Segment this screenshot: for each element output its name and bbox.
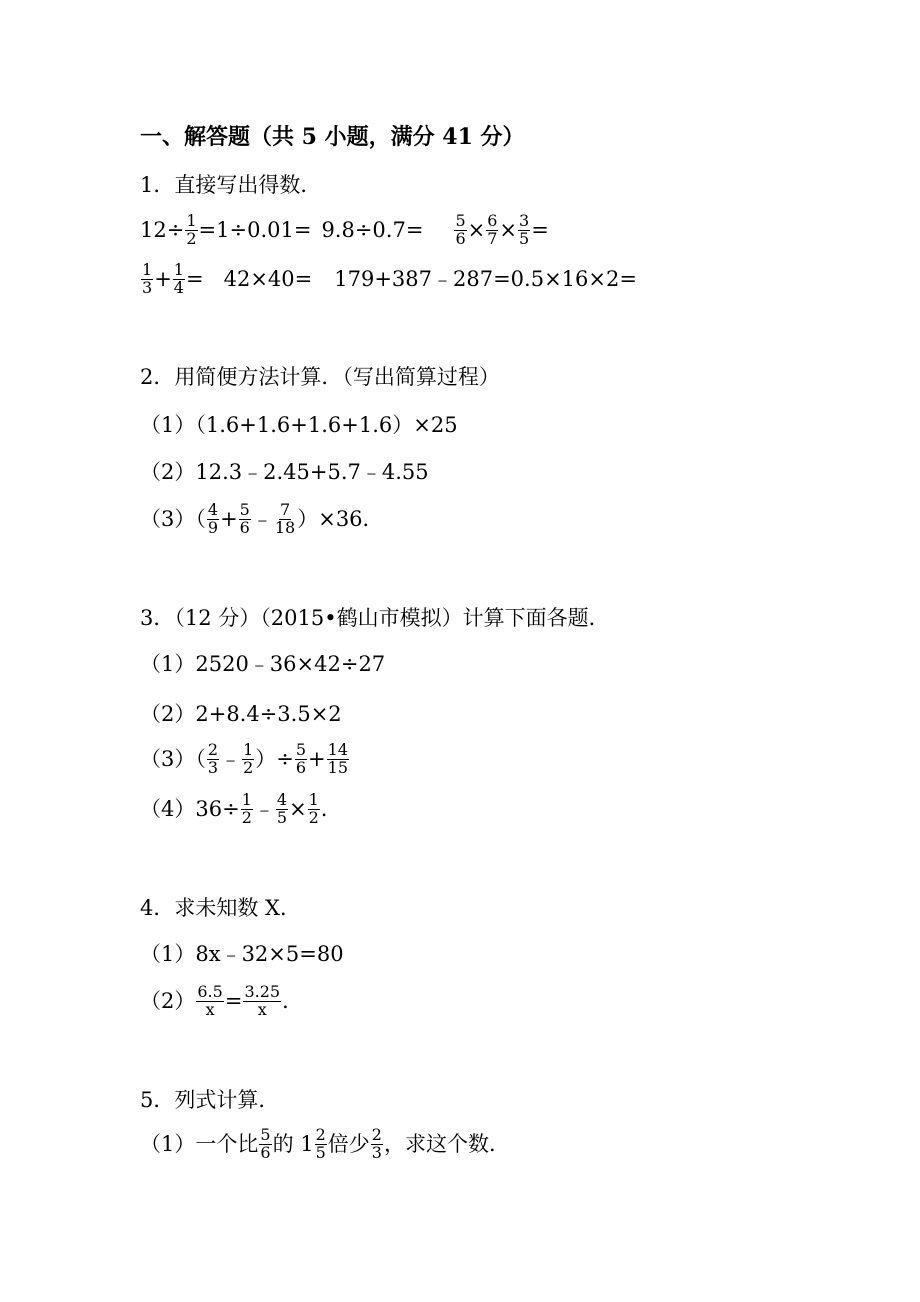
q2-item3-pre: （3）（ bbox=[140, 506, 206, 531]
fraction: $\frac{3}{5}$ bbox=[519, 211, 530, 248]
times-sign: × bbox=[499, 217, 518, 242]
minus-sign: ﹣ bbox=[251, 506, 273, 531]
q1-r2-c: 179+387﹣287=0.5×16×2= bbox=[334, 266, 637, 291]
q3-title: 3．（12 分）（2015•鹤山市模拟）计算下面各题． bbox=[140, 606, 610, 630]
fraction: $\frac{1}{2}$ bbox=[308, 790, 319, 827]
q5-item1 bbox=[140, 1127, 510, 1162]
q1-row2 bbox=[140, 262, 637, 297]
plus-sign: + bbox=[308, 746, 326, 771]
equals-sign: = bbox=[224, 988, 243, 1013]
fraction: $\frac{1}{4}$ bbox=[173, 260, 184, 297]
q5-item1-mid1: 的 1 bbox=[272, 1131, 314, 1156]
q3-item4 bbox=[140, 792, 342, 827]
q3-item4-post: ． bbox=[320, 796, 342, 821]
fraction: $\frac{3.25}{x}$ bbox=[244, 982, 281, 1019]
times-sign: × bbox=[289, 796, 307, 821]
q2-item2: （2）12.3﹣2.45+5.7﹣4.55 bbox=[140, 460, 429, 484]
q1-r1-a-post: = bbox=[198, 217, 217, 242]
fraction: $\frac{1}{2}$ bbox=[186, 211, 197, 248]
q1-r1-b: 1÷0.01= bbox=[216, 217, 312, 242]
q1-title: 1．直接写出得数． bbox=[140, 173, 322, 197]
fraction: $\frac{2}{3}$ bbox=[207, 740, 219, 777]
q5-item1-post: ，求这个数． bbox=[383, 1131, 510, 1156]
equals-sign: = bbox=[185, 266, 204, 291]
q3-item3 bbox=[140, 742, 350, 777]
fraction: $\frac{1}{2}$ bbox=[243, 740, 254, 777]
fraction: $\frac{2}{3}$ bbox=[371, 1125, 382, 1162]
plus-sign: + bbox=[220, 506, 238, 531]
q4-item2 bbox=[140, 984, 303, 1019]
q3-item3-mid: ）÷ bbox=[255, 746, 294, 771]
fraction: $\frac{1}{2}$ bbox=[241, 790, 252, 827]
plus-sign: + bbox=[154, 266, 172, 291]
q1-r2-b: 42×40= bbox=[223, 266, 313, 291]
section-heading: 一、解答题（共 5 小题，满分 41 分） bbox=[140, 124, 525, 150]
q4-title: 4．求未知数 X． bbox=[140, 896, 301, 920]
fraction: $\frac{5}{6}$ bbox=[239, 500, 250, 537]
fraction: $\frac{6}{7}$ bbox=[487, 211, 498, 248]
fraction: $\frac{2}{5}$ bbox=[315, 1125, 326, 1162]
q4-item2-pre: （2） bbox=[140, 988, 196, 1013]
q1-r1-c: 9.8÷0.7= bbox=[321, 217, 424, 242]
fraction: $\frac{7}{18}$ bbox=[274, 500, 296, 537]
fraction: $\frac{1}{3}$ bbox=[142, 260, 153, 297]
q2-item3-post: ）×36． bbox=[297, 506, 384, 531]
q3-item2: （2）2+8.4÷3.5×2 bbox=[140, 702, 342, 726]
equals-sign: = bbox=[531, 217, 549, 242]
q3-item3-pre: （3）（ bbox=[140, 746, 206, 771]
q5-item1-pre: （1）一个比 bbox=[140, 1131, 259, 1156]
q3-item4-pre: （4）36÷ bbox=[140, 796, 240, 821]
q4-item2-post: ． bbox=[282, 988, 304, 1013]
fraction: $\frac{14}{15}$ bbox=[327, 740, 349, 777]
minus-sign: ﹣ bbox=[220, 746, 242, 771]
fraction: $\frac{4}{9}$ bbox=[207, 500, 219, 537]
times-sign: × bbox=[467, 217, 486, 242]
minus-sign: ﹣ bbox=[253, 796, 275, 821]
q2-title: 2．用简便方法计算．（写出简算过程） bbox=[140, 365, 500, 389]
q2-item3 bbox=[140, 502, 384, 537]
q1-row1 bbox=[140, 213, 549, 248]
fraction: $\frac{5}{6}$ bbox=[455, 211, 466, 248]
q5-title: 5．列式计算． bbox=[140, 1088, 280, 1112]
q2-item1: （1）（1.6+1.6+1.6+1.6）×25 bbox=[140, 413, 458, 437]
fraction: $\frac{5}{6}$ bbox=[260, 1125, 271, 1162]
q3-item1: （1）2520﹣36×42÷27 bbox=[140, 652, 386, 676]
q1-r1-a-pre: 12÷ bbox=[140, 217, 185, 242]
fraction: $\frac{6.5}{x}$ bbox=[197, 982, 223, 1019]
q4-item1: （1）8x﹣32×5=80 bbox=[140, 942, 344, 966]
fraction: $\frac{4}{5}$ bbox=[276, 790, 288, 827]
q5-item1-mid2: 倍少 bbox=[327, 1131, 370, 1156]
fraction: $\frac{5}{6}$ bbox=[295, 740, 307, 777]
